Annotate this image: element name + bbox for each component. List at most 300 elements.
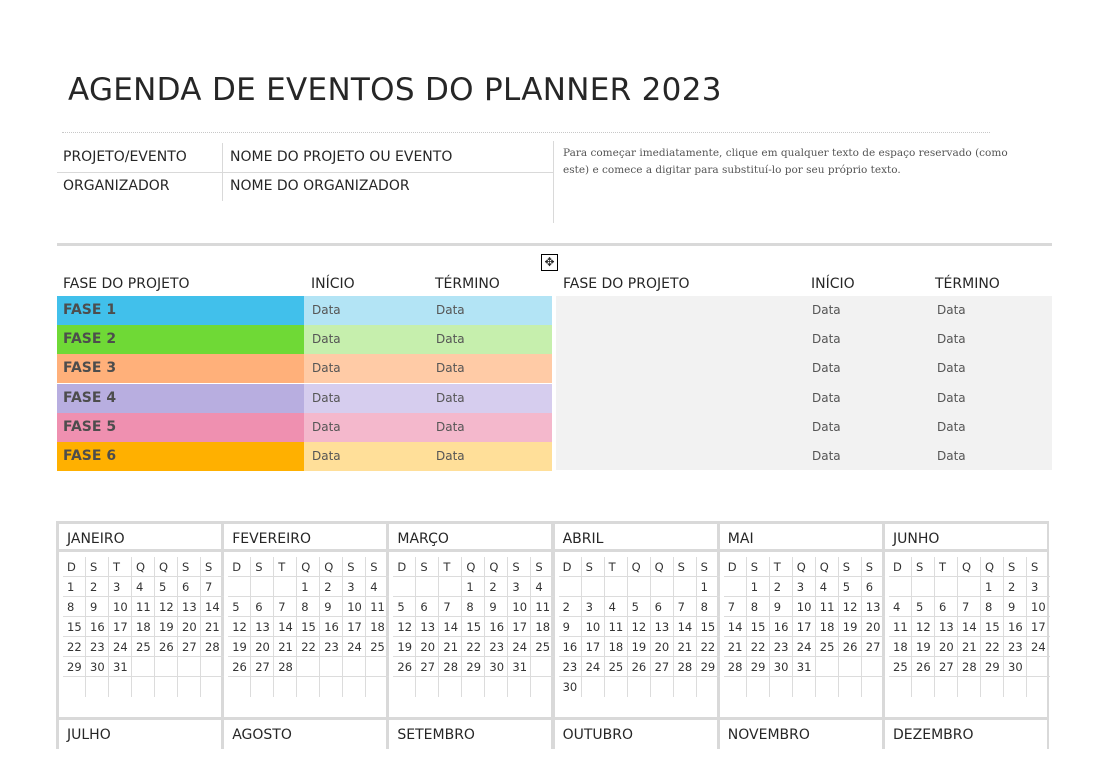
phase-end-date[interactable]: Data [428, 354, 552, 383]
day-cell[interactable]: 28 [439, 657, 462, 677]
empty-cell [531, 677, 554, 697]
day-cell[interactable]: 11 [132, 597, 155, 617]
day-cell[interactable]: 2 [559, 597, 582, 617]
day-cell[interactable]: 1 [747, 577, 770, 597]
day-cell[interactable]: 20 [862, 617, 885, 637]
month-novembro [720, 720, 882, 749]
phase-end-date[interactable]: Data [937, 332, 966, 347]
day-cell[interactable]: 12 [628, 617, 651, 637]
empty-cell [889, 677, 912, 697]
day-cell[interactable]: 25 [366, 637, 389, 657]
day-cell[interactable]: 26 [155, 637, 178, 657]
day-cell[interactable]: 28 [724, 657, 747, 677]
day-cell[interactable]: 14 [439, 617, 462, 637]
day-cell[interactable]: 18 [366, 617, 389, 637]
phase-end-date[interactable]: Data [428, 442, 552, 471]
day-cell[interactable]: 11 [366, 597, 389, 617]
empty-cell [178, 657, 201, 677]
day-cell[interactable]: 18 [816, 617, 839, 637]
day-cell[interactable]: 20 [416, 637, 439, 657]
empty-cell [935, 677, 958, 697]
day-cell[interactable]: 23 [770, 637, 793, 657]
empty-cell [912, 677, 935, 697]
day-cell[interactable]: 5 [912, 597, 935, 617]
header-start-right: INÍCIO [811, 276, 855, 292]
month-julho [59, 720, 221, 749]
day-cell[interactable]: 14 [674, 617, 697, 637]
day-cell[interactable]: 13 [416, 617, 439, 637]
phase-start-date[interactable]: Data [812, 361, 841, 376]
month-outubro [555, 720, 717, 749]
day-cell[interactable]: 26 [228, 657, 251, 677]
day-cell[interactable]: 6 [416, 597, 439, 617]
organizer-field[interactable]: NOME DO ORGANIZADOR [230, 178, 410, 194]
day-cell[interactable]: 17 [343, 617, 366, 637]
empty-cell [228, 577, 251, 597]
day-cell[interactable]: 31 [508, 657, 531, 677]
day-cell[interactable]: 27 [862, 637, 885, 657]
day-cell[interactable]: 30 [770, 657, 793, 677]
phase-row-right [556, 354, 1052, 383]
day-cell[interactable]: 9 [1004, 597, 1027, 617]
day-cell[interactable]: 23 [86, 637, 109, 657]
day-cell[interactable]: 29 [747, 657, 770, 677]
day-cell[interactable]: 21 [674, 637, 697, 657]
day-cell[interactable]: 17 [508, 617, 531, 637]
day-cell[interactable]: 3 [793, 577, 816, 597]
empty-cell [862, 657, 885, 677]
empty-cell [86, 677, 109, 697]
empty-cell [508, 677, 531, 697]
day-cell[interactable]: 5 [628, 597, 651, 617]
day-cell[interactable]: 2 [770, 577, 793, 597]
day-cell[interactable]: 24 [1027, 637, 1050, 657]
day-cell[interactable]: 3 [1027, 577, 1050, 597]
day-cell[interactable]: 28 [674, 657, 697, 677]
weekday-label: S [416, 557, 439, 577]
day-cell[interactable]: 15 [697, 617, 720, 637]
day-cell[interactable]: 21 [201, 617, 224, 637]
day-cell[interactable]: 10 [793, 597, 816, 617]
day-cell[interactable]: 18 [889, 637, 912, 657]
day-cell[interactable]: 17 [582, 637, 605, 657]
empty-cell [839, 657, 862, 677]
day-cell[interactable]: 12 [912, 617, 935, 637]
day-cell[interactable]: 7 [274, 597, 297, 617]
day-cell[interactable]: 13 [862, 597, 885, 617]
month-março [389, 524, 551, 717]
day-cell[interactable]: 10 [1027, 597, 1050, 617]
day-cell[interactable]: 7 [439, 597, 462, 617]
empty-cell [274, 677, 297, 697]
day-cell[interactable]: 24 [343, 637, 366, 657]
day-cell[interactable]: 26 [912, 657, 935, 677]
day-cell[interactable]: 30 [86, 657, 109, 677]
day-cell[interactable]: 13 [935, 617, 958, 637]
phase-end-date[interactable]: Data [937, 303, 966, 317]
day-cell[interactable]: 2 [320, 577, 343, 597]
day-cell[interactable]: 1 [462, 577, 485, 597]
day-cell[interactable]: 16 [320, 617, 343, 637]
phase-start-date[interactable]: Data [812, 390, 841, 405]
empty-cell [462, 677, 485, 697]
day-cell[interactable]: 15 [462, 617, 485, 637]
day-cell[interactable]: 25 [605, 657, 628, 677]
day-cell[interactable]: 12 [393, 617, 416, 637]
empty-cell [958, 577, 981, 597]
dotted-divider [62, 132, 990, 133]
day-cell[interactable]: 12 [228, 617, 251, 637]
day-cell[interactable]: 20 [251, 637, 274, 657]
day-cell[interactable]: 6 [935, 597, 958, 617]
day-cell[interactable]: 10 [109, 597, 132, 617]
day-cell[interactable]: 7 [958, 597, 981, 617]
day-cell[interactable]: 16 [86, 617, 109, 637]
weekday-label: Q [981, 557, 1004, 577]
day-cell[interactable]: 27 [935, 657, 958, 677]
day-cell[interactable]: 29 [981, 657, 1004, 677]
day-cell[interactable]: 26 [628, 657, 651, 677]
weekday-label: Q [320, 557, 343, 577]
day-cell[interactable]: 18 [132, 617, 155, 637]
phase-row-right [556, 442, 1052, 471]
project-label: PROJETO/EVENTO [63, 149, 187, 165]
month-title: OUTUBRO [562, 727, 634, 743]
day-cell[interactable]: 12 [839, 597, 862, 617]
day-cell[interactable]: 23 [485, 637, 508, 657]
weekday-label: S [1027, 557, 1050, 577]
day-cell[interactable]: 17 [109, 617, 132, 637]
day-cell[interactable]: 25 [531, 637, 554, 657]
phase-start-date[interactable]: Data [304, 296, 428, 325]
day-cell[interactable]: 11 [605, 617, 628, 637]
day-cell[interactable]: 7 [201, 577, 224, 597]
day-cell[interactable]: 4 [889, 597, 912, 617]
day-cell[interactable]: 14 [201, 597, 224, 617]
phase-start-date[interactable]: Data [812, 303, 841, 317]
weekday-label: S [582, 557, 605, 577]
project-field[interactable]: NOME DO PROJETO OU EVENTO [230, 149, 453, 165]
empty-cell [651, 677, 674, 697]
section-divider [57, 243, 1052, 246]
phase-end-date[interactable]: Data [428, 384, 552, 413]
day-cell[interactable]: 16 [559, 637, 582, 657]
organizer-row [57, 172, 553, 201]
day-cell[interactable]: 9 [559, 617, 582, 637]
day-cell[interactable]: 13 [651, 617, 674, 637]
empty-cell [228, 677, 251, 697]
day-cell[interactable]: 31 [109, 657, 132, 677]
empty-cell [912, 577, 935, 597]
day-cell[interactable]: 4 [816, 577, 839, 597]
day-cell[interactable]: 10 [508, 597, 531, 617]
day-cell[interactable]: 19 [839, 617, 862, 637]
day-cell[interactable]: 21 [274, 637, 297, 657]
day-cell[interactable]: 27 [251, 657, 274, 677]
day-cell[interactable]: 6 [251, 597, 274, 617]
weekday-label: S [366, 557, 389, 577]
day-cell[interactable]: 22 [697, 637, 720, 657]
day-cell[interactable]: 6 [651, 597, 674, 617]
project-row [57, 143, 553, 172]
day-cell[interactable]: 27 [651, 657, 674, 677]
phase-end-date[interactable]: Data [937, 361, 966, 376]
day-cell[interactable]: 25 [816, 637, 839, 657]
day-cell[interactable]: 14 [274, 617, 297, 637]
day-cell[interactable]: 16 [1004, 617, 1027, 637]
day-cell[interactable]: 28 [958, 657, 981, 677]
day-cell[interactable]: 11 [816, 597, 839, 617]
phase-start-date[interactable]: Data [304, 384, 428, 413]
day-cell[interactable]: 15 [297, 617, 320, 637]
day-cell[interactable]: 22 [747, 637, 770, 657]
day-cell[interactable]: 11 [531, 597, 554, 617]
day-cell[interactable]: 20 [935, 637, 958, 657]
day-cell[interactable]: 7 [724, 597, 747, 617]
day-cell[interactable]: 20 [178, 617, 201, 637]
day-cell[interactable]: 30 [1004, 657, 1027, 677]
day-cell[interactable]: 15 [747, 617, 770, 637]
phase-end-date[interactable]: Data [937, 419, 966, 434]
empty-cell [1027, 677, 1050, 697]
day-cell[interactable]: 1 [63, 577, 86, 597]
empty-cell [628, 677, 651, 697]
day-cell[interactable]: 13 [178, 597, 201, 617]
phase-start-date[interactable]: Data [812, 332, 841, 347]
empty-cell [770, 677, 793, 697]
day-cell[interactable]: 9 [485, 597, 508, 617]
day-cell[interactable]: 21 [958, 637, 981, 657]
day-cell[interactable]: 23 [1004, 637, 1027, 657]
empty-cell [132, 677, 155, 697]
empty-cell [605, 577, 628, 597]
day-cell[interactable]: 9 [86, 597, 109, 617]
phase-name[interactable]: FASE 3 [57, 354, 304, 383]
phase-name[interactable]: FASE 1 [57, 296, 304, 325]
day-cell[interactable]: 6 [862, 577, 885, 597]
day-cell[interactable]: 22 [462, 637, 485, 657]
day-cell[interactable]: 5 [393, 597, 416, 617]
weekday-label: D [889, 557, 912, 577]
phase-start-date[interactable]: Data [304, 325, 428, 354]
day-cell[interactable]: 24 [109, 637, 132, 657]
weekday-label: T [439, 557, 462, 577]
empty-cell [862, 677, 885, 697]
day-cell[interactable]: 8 [697, 597, 720, 617]
day-cell[interactable]: 1 [697, 577, 720, 597]
day-cell[interactable]: 4 [366, 577, 389, 597]
day-cell[interactable]: 25 [132, 637, 155, 657]
day-cell[interactable]: 4 [531, 577, 554, 597]
phase-end-date[interactable]: Data [937, 390, 966, 405]
day-cell[interactable]: 5 [155, 577, 178, 597]
weekday-label: S [674, 557, 697, 577]
day-cell[interactable]: 23 [320, 637, 343, 657]
day-cell[interactable]: 2 [86, 577, 109, 597]
empty-cell [393, 677, 416, 697]
day-cell[interactable]: 28 [201, 637, 224, 657]
day-cell[interactable]: 17 [793, 617, 816, 637]
empty-cell [251, 677, 274, 697]
day-cell[interactable]: 26 [393, 657, 416, 677]
header-end: TÉRMINO [435, 276, 500, 292]
empty-cell [559, 577, 582, 597]
day-cell[interactable]: 27 [416, 657, 439, 677]
day-cell[interactable]: 2 [1004, 577, 1027, 597]
day-cell[interactable]: 15 [63, 617, 86, 637]
phase-name[interactable]: FASE 4 [57, 384, 304, 413]
day-cell[interactable]: 12 [155, 597, 178, 617]
empty-cell [343, 657, 366, 677]
phase-row [57, 354, 552, 383]
day-cell[interactable]: 10 [582, 617, 605, 637]
day-cell[interactable]: 25 [889, 657, 912, 677]
day-cell[interactable]: 19 [393, 637, 416, 657]
phase-name[interactable]: FASE 5 [57, 413, 304, 442]
day-cell[interactable]: 7 [674, 597, 697, 617]
empty-cell [582, 577, 605, 597]
calendar [56, 521, 1049, 749]
day-cell[interactable]: 5 [228, 597, 251, 617]
phase-name[interactable]: FASE 6 [57, 442, 304, 471]
divider [553, 141, 554, 223]
phase-start-date[interactable]: Data [812, 419, 841, 434]
day-cell[interactable]: 22 [63, 637, 86, 657]
phase-start-date[interactable]: Data [304, 442, 428, 471]
weekday-label: S [839, 557, 862, 577]
empty-cell [816, 657, 839, 677]
phase-end-date[interactable]: Data [428, 296, 552, 325]
month-title: JULHO [67, 727, 111, 743]
day-cell[interactable]: 21 [724, 637, 747, 657]
day-cell[interactable]: 8 [63, 597, 86, 617]
day-cell[interactable]: 4 [132, 577, 155, 597]
day-cell[interactable]: 20 [651, 637, 674, 657]
day-cell[interactable]: 26 [839, 637, 862, 657]
day-cell[interactable]: 24 [508, 637, 531, 657]
day-cell[interactable]: 8 [747, 597, 770, 617]
empty-cell [416, 577, 439, 597]
day-cell[interactable]: 19 [155, 617, 178, 637]
month-title: FEVEREIRO [224, 524, 386, 552]
month-title: DEZEMBRO [893, 727, 974, 743]
day-cell[interactable]: 29 [63, 657, 86, 677]
phase-end-date[interactable]: Data [428, 413, 552, 442]
day-cell[interactable]: 16 [770, 617, 793, 637]
day-cell[interactable]: 3 [109, 577, 132, 597]
day-cell[interactable]: 29 [697, 657, 720, 677]
day-cell[interactable]: 8 [297, 597, 320, 617]
day-cell[interactable]: 10 [343, 597, 366, 617]
day-cell[interactable]: 3 [582, 597, 605, 617]
move-handle-icon[interactable]: ✥ [541, 254, 558, 271]
day-cell[interactable]: 24 [582, 657, 605, 677]
empty-cell [651, 577, 674, 597]
day-cell[interactable]: 28 [274, 657, 297, 677]
day-cell[interactable]: 14 [958, 617, 981, 637]
day-cell[interactable]: 8 [462, 597, 485, 617]
weekday-label: T [109, 557, 132, 577]
empty-cell [201, 677, 224, 697]
empty-cell [747, 677, 770, 697]
day-cell[interactable]: 14 [724, 617, 747, 637]
day-cell[interactable]: 9 [770, 597, 793, 617]
day-cell[interactable]: 23 [559, 657, 582, 677]
day-cell[interactable]: 22 [981, 637, 1004, 657]
weekday-label: D [63, 557, 86, 577]
phase-row [57, 384, 552, 413]
month-mai [720, 524, 882, 717]
day-cell[interactable]: 21 [439, 637, 462, 657]
day-cell[interactable]: 15 [981, 617, 1004, 637]
weekday-label: S [178, 557, 201, 577]
day-cell[interactable]: 11 [889, 617, 912, 637]
day-cell[interactable]: 4 [605, 597, 628, 617]
header-start: INÍCIO [311, 276, 355, 292]
day-cell[interactable]: 8 [981, 597, 1004, 617]
month-title: MARÇO [389, 524, 551, 552]
day-cell[interactable]: 17 [1027, 617, 1050, 637]
month-janeiro [59, 524, 221, 717]
phase-row-right [556, 384, 1052, 413]
day-cell[interactable]: 31 [793, 657, 816, 677]
month-title: JANEIRO [59, 524, 221, 552]
day-cell[interactable]: 19 [628, 637, 651, 657]
day-cell[interactable]: 5 [839, 577, 862, 597]
empty-cell [155, 657, 178, 677]
phase-start-date[interactable]: Data [812, 449, 841, 463]
phase-name[interactable]: FASE 2 [57, 325, 304, 354]
phase-end-date[interactable]: Data [937, 449, 966, 463]
phase-start-date[interactable]: Data [304, 413, 428, 442]
day-cell[interactable]: 13 [251, 617, 274, 637]
day-cell[interactable]: 3 [343, 577, 366, 597]
day-cell[interactable]: 9 [320, 597, 343, 617]
day-cell[interactable]: 6 [178, 577, 201, 597]
day-cell[interactable]: 27 [178, 637, 201, 657]
day-cell[interactable]: 24 [793, 637, 816, 657]
day-cell[interactable]: 1 [297, 577, 320, 597]
weekday-label: Q [132, 557, 155, 577]
day-cell[interactable]: 19 [912, 637, 935, 657]
header-end-right: TÉRMINO [935, 276, 1000, 292]
day-cell[interactable]: 3 [508, 577, 531, 597]
phase-start-date[interactable]: Data [304, 354, 428, 383]
day-cell[interactable]: 19 [228, 637, 251, 657]
hint-text[interactable]: Para começar imediatamente, clique em qualquer texto de espaço reservado (como este) e comece a digitar para substituí-lo por seu próprio texto. [563, 147, 1008, 176]
day-cell[interactable]: 18 [531, 617, 554, 637]
month-title: MAI [720, 524, 882, 552]
empty-cell [63, 677, 86, 697]
day-cell[interactable]: 30 [559, 677, 582, 697]
day-cell[interactable]: 30 [485, 657, 508, 677]
day-cell[interactable]: 22 [297, 637, 320, 657]
weekday-label: Q [462, 557, 485, 577]
empty-cell [958, 677, 981, 697]
month-agosto [224, 720, 386, 749]
weekday-label: S [531, 557, 554, 577]
day-cell[interactable]: 2 [485, 577, 508, 597]
day-cell[interactable]: 16 [485, 617, 508, 637]
month-title: AGOSTO [232, 727, 292, 743]
day-cell[interactable]: 18 [605, 637, 628, 657]
phase-end-date[interactable]: Data [428, 325, 552, 354]
empty-cell [416, 677, 439, 697]
weekday-label: S [912, 557, 935, 577]
day-cell[interactable]: 1 [981, 577, 1004, 597]
month-dezembro [885, 720, 1047, 749]
day-cell[interactable]: 29 [462, 657, 485, 677]
